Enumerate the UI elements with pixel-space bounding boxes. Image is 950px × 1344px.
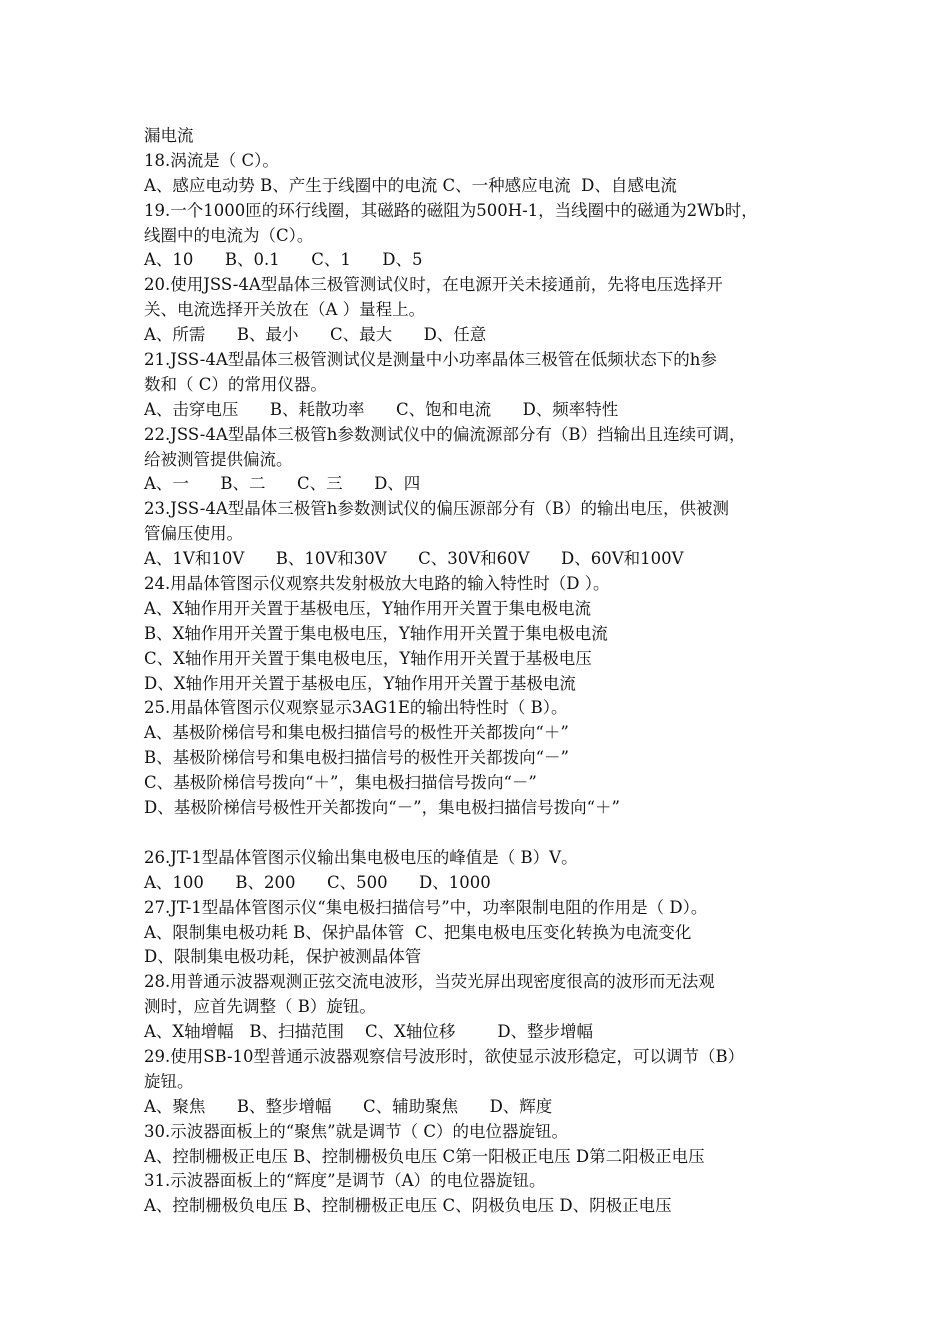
question-19-cont: 线圈中的电流为（C）。 xyxy=(144,225,314,245)
question-23-options: A、1V和10V B、10V和30V C、30V和60V D、60V和100V xyxy=(144,549,684,569)
question-25-option-c: C、基极阶梯信号拨向“＋”，集电极扫描信号拨向“－” xyxy=(144,773,537,793)
question-25-option-b: B、基极阶梯信号和集电极扫描信号的极性开关都拨向“－” xyxy=(144,748,569,768)
question-18: 18.涡流是（ C）。 xyxy=(144,150,279,170)
question-26-options: A、100 B、200 C、500 D、1000 xyxy=(144,872,491,892)
question-23: 23.JSS-4A型晶体三极管h参数测试仪的偏压源部分有（B）的输出电压，供被测 xyxy=(144,499,730,519)
question-29-options: A、聚焦 B、整步增幅 C、辅助聚焦 D、辉度 xyxy=(144,1096,553,1116)
question-31: 31.示波器面板上的“辉度”是调节（A）的电位器旋钮。 xyxy=(144,1171,546,1191)
question-22-options: A、一 B、二 C、三 D、四 xyxy=(144,474,421,494)
question-27: 27.JT-1型晶体管图示仪“集电极扫描信号”中，功率限制电阻的作用是（ D）。 xyxy=(144,897,708,917)
question-24-option-d: D、X轴作用开关置于基极电压，Y轴作用开关置于基极电流 xyxy=(144,673,576,693)
question-24-option-c: C、X轴作用开关置于集电极电压，Y轴作用开关置于基极电压 xyxy=(144,648,592,668)
question-30-options: A、控制栅极正电压 B、控制栅极负电压 C第一阳极正电压 D第二阳极正电压 xyxy=(144,1146,705,1166)
question-20-options: A、所需 B、最小 C、最大 D、任意 xyxy=(144,325,487,345)
question-28: 28.用普通示波器观测正弦交流电波形，当荧光屏出现密度很高的波形而无法观 xyxy=(144,972,715,992)
text-line: 漏电流 xyxy=(144,126,194,145)
question-21-options: A、击穿电压 B、耗散功率 C、饱和电流 D、频率特性 xyxy=(144,399,619,419)
question-30: 30.示波器面板上的“聚焦”就是调节（ C）的电位器旋钮。 xyxy=(144,1121,568,1141)
question-21-cont: 数和（ C）的常用仪器。 xyxy=(144,374,327,394)
question-28-cont: 测时，应首先调整（ B）旋钮。 xyxy=(144,997,376,1017)
question-26: 26.JT-1型晶体管图示仪输出集电极电压的峰值是（ B）V。 xyxy=(144,847,578,867)
question-31-options: A、控制栅极负电压 B、控制栅极正电压 C、阴极负电压 D、阴极正电压 xyxy=(144,1196,672,1216)
question-29-cont: 旋钮。 xyxy=(144,1071,194,1091)
question-22: 22.JSS-4A型晶体三极管h参数测试仪中的偏流源部分有（B）挡输出且连续可调， xyxy=(144,424,746,444)
question-19-options: A、10 B、0.1 C、1 D、5 xyxy=(144,250,423,270)
question-25: 25.用晶体管图示仪观察显示3AG1E的输出特性时（ B）。 xyxy=(144,698,568,718)
question-23-cont: 管偏压使用。 xyxy=(144,524,243,544)
blank-line xyxy=(144,821,824,846)
question-18-options: A、感应电动势 B、产生于线圈中的电流 C、一种感应电流 D、自感电流 xyxy=(144,175,677,195)
question-24-option-b: B、X轴作用开关置于集电极电压，Y轴作用开关置于集电极电流 xyxy=(144,623,608,643)
question-25-option-d: D、基极阶梯信号极性开关都拨向“－”，集电极扫描信号拨向“＋” xyxy=(144,798,620,818)
question-21: 21.JSS-4A型晶体三极管测试仪是测量中小功率晶体三极管在低频状态下的h参 xyxy=(144,350,717,370)
question-27-options: A、限制集电极功耗 B、保护晶体管 C、把集电极电压变化转换为电流变化 xyxy=(144,922,692,942)
question-25-option-a: A、基极阶梯信号和集电极扫描信号的极性开关都拨向“＋” xyxy=(144,723,569,743)
document-body xyxy=(144,124,824,1219)
question-24-option-a: A、X轴作用开关置于基极电压，Y轴作用开关置于集电极电流 xyxy=(144,598,592,618)
question-27-option-d: D、限制集电极功耗，保护被测晶体管 xyxy=(144,947,422,967)
question-20: 20.使用JSS-4A型晶体三极管测试仪时，在电源开关未接通前，先将电压选择开 xyxy=(144,275,723,295)
question-24: 24.用晶体管图示仪观察共发射极放大电路的输入特性时（D ）。 xyxy=(144,574,610,594)
question-28-options: A、X轴增幅 B、扫描范围 C、X轴位移 D、整步增幅 xyxy=(144,1022,594,1042)
question-29: 29.使用SB-10型普通示波器观察信号波形时，欲使显示波形稳定，可以调节（B） xyxy=(144,1046,745,1066)
question-20-cont: 关、电流选择开关放在（A ）量程上。 xyxy=(144,300,426,320)
question-22-cont: 给被测管提供偏流。 xyxy=(144,449,293,469)
question-19: 19.一个1000匝的环行线圈，其磁路的磁阻为500H-1，当线圈中的磁通为2Wb时， xyxy=(144,200,758,220)
